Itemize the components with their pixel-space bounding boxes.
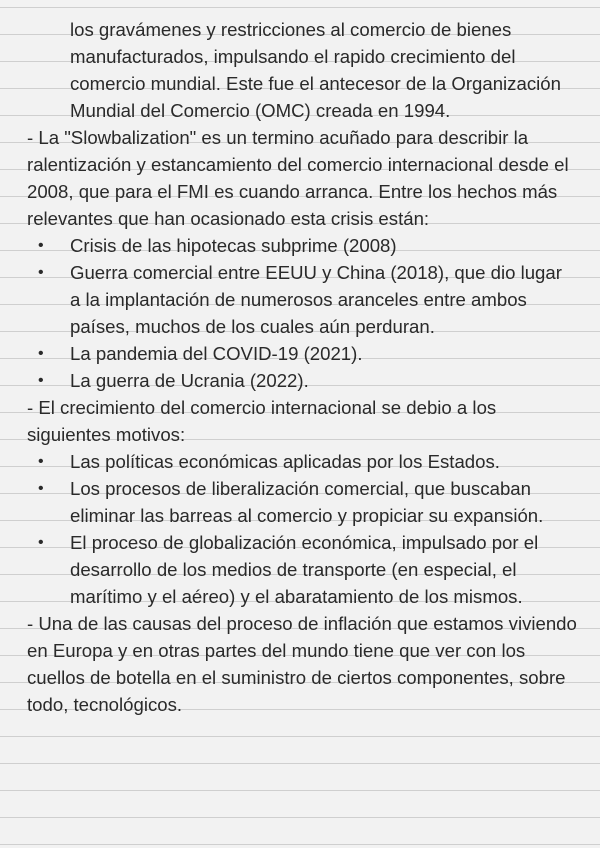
list-item-text: La pandemia del COVID-19 (2021). [70,343,363,364]
paragraph-slowbalization: - La "Slowbalization" es un termino acuñado para describir la ralentización y estancamiento del comercio internacional desde el 2008, que para el FMI es cuando arranca. Entre los hechos más relevantes que han ocasionado esta crisis están: [27,127,569,229]
bullet-icon: • [38,264,44,281]
bullet-icon: • [38,345,44,362]
list-item-text: El proceso de globalización económica, impulsado por el desarrollo de los medios de transporte (en especial, el marítimo y el aéreo) y el abaratamiento de los mismos. [70,532,539,607]
list-item [0,448,600,475]
list-item-text: Las políticas económicas aplicadas por los Estados. [70,451,500,472]
list-item-text: Guerra comercial entre EEUU y China (2018), que dio lugar a la implantación de numerosos aranceles entre ambos países, muchos de los cuales aún perduran. [70,262,562,337]
list-item [0,340,600,367]
paragraph-inflation: - Una de las causas del proceso de inflación que estamos viviendo en Europa y en otras partes del mundo tiene que ver con los cuellos de botella en el suministro de ciertos componentes, sobre todo, tecnológicos. [27,613,577,715]
bullet-icon: • [38,534,44,551]
notebook-page [0,16,600,718]
crisis-causes-list [0,232,600,394]
growth-motives-list [0,448,600,610]
continuation-text: los gravámenes y restricciones al comercio de bienes manufacturados, impulsando el rapido crecimiento del comercio mundial. Este fue el antecesor de la Organización Mundial del Comercio (OMC) creada en 1994. [70,19,561,121]
list-item [0,529,600,610]
list-item [0,232,600,259]
list-item [0,259,600,340]
paragraph-growth-motives: - El crecimiento del comercio internacional se debio a los siguientes motivos: [27,397,497,445]
bullet-icon: • [38,372,44,389]
list-item-text: Crisis de las hipotecas subprime (2008) [70,235,397,256]
list-item [0,367,600,394]
bullet-icon: • [38,480,44,497]
bullet-icon: • [38,453,44,470]
list-item-text: La guerra de Ucrania (2022). [70,370,309,391]
bullet-icon: • [38,237,44,254]
list-item [0,475,600,529]
list-item-text: Los procesos de liberalización comercial, que buscaban eliminar las barreas al comercio y propiciar su expansión. [70,478,544,526]
